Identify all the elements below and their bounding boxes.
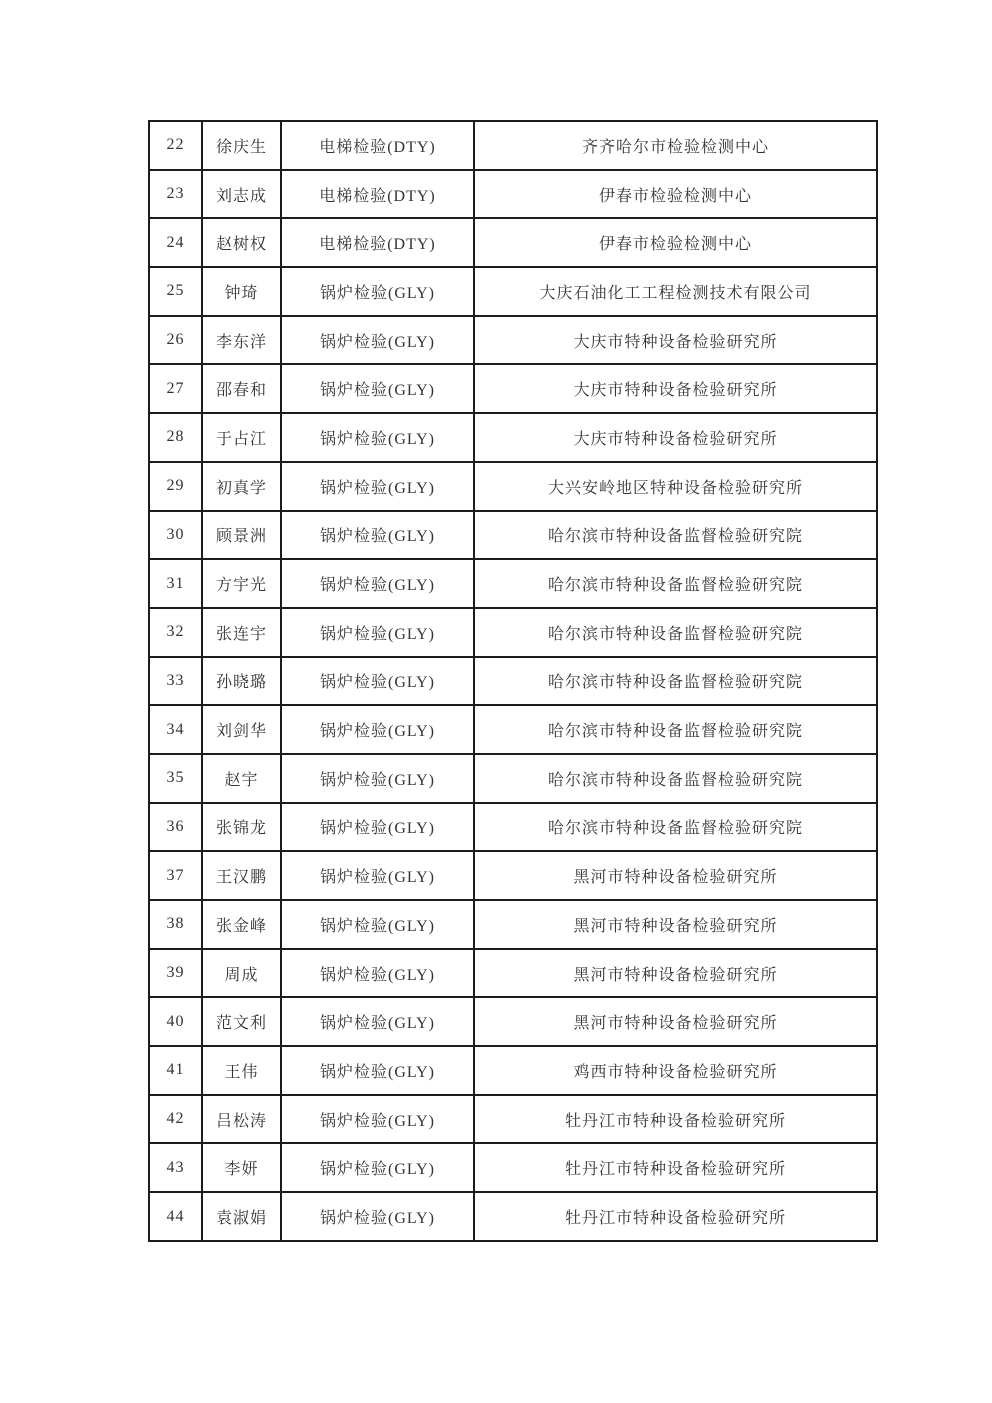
table-cell-name: 张连宇 xyxy=(202,608,281,657)
table-row xyxy=(149,803,877,852)
table-cell-institution: 黑河市特种设备检验研究所 xyxy=(474,997,877,1046)
table-cell-type: 锅炉检验(GLY) xyxy=(281,803,474,852)
table-cell-type: 锅炉检验(GLY) xyxy=(281,949,474,998)
table-cell-name: 袁淑娟 xyxy=(202,1192,281,1241)
table-cell-name: 周成 xyxy=(202,949,281,998)
table-cell-name: 顾景洲 xyxy=(202,511,281,560)
table-cell-type: 锅炉检验(GLY) xyxy=(281,267,474,316)
table-cell-type: 锅炉检验(GLY) xyxy=(281,1192,474,1241)
table-cell-name: 范文利 xyxy=(202,997,281,1046)
table-cell-index: 24 xyxy=(149,218,202,267)
roster-table-body xyxy=(149,121,877,1241)
table-cell-institution: 哈尔滨市特种设备监督检验研究院 xyxy=(474,608,877,657)
table-cell-index: 28 xyxy=(149,413,202,462)
table-row xyxy=(149,900,877,949)
table-cell-institution: 大庆市特种设备检验研究所 xyxy=(474,316,877,365)
table-row xyxy=(149,364,877,413)
table-cell-name: 张金峰 xyxy=(202,900,281,949)
table-cell-index: 39 xyxy=(149,949,202,998)
table-cell-name: 初真学 xyxy=(202,462,281,511)
table-cell-name: 赵宇 xyxy=(202,754,281,803)
table-row xyxy=(149,851,877,900)
table-cell-institution: 黑河市特种设备检验研究所 xyxy=(474,949,877,998)
table-cell-name: 钟琦 xyxy=(202,267,281,316)
table-cell-name: 李东洋 xyxy=(202,316,281,365)
table-cell-institution: 哈尔滨市特种设备监督检验研究院 xyxy=(474,803,877,852)
table-cell-index: 37 xyxy=(149,851,202,900)
table-row xyxy=(149,121,877,170)
table-row xyxy=(149,657,877,706)
table-cell-type: 锅炉检验(GLY) xyxy=(281,462,474,511)
table-cell-institution: 哈尔滨市特种设备监督检验研究院 xyxy=(474,657,877,706)
table-cell-name: 王汉鹏 xyxy=(202,851,281,900)
table-cell-index: 42 xyxy=(149,1095,202,1144)
table-row xyxy=(149,218,877,267)
table-cell-index: 23 xyxy=(149,170,202,219)
table-cell-type: 电梯检验(DTY) xyxy=(281,170,474,219)
table-cell-type: 锅炉检验(GLY) xyxy=(281,1046,474,1095)
table-cell-type: 锅炉检验(GLY) xyxy=(281,316,474,365)
table-cell-index: 25 xyxy=(149,267,202,316)
table-cell-index: 27 xyxy=(149,364,202,413)
table-cell-name: 方宇光 xyxy=(202,559,281,608)
table-cell-institution: 哈尔滨市特种设备监督检验研究院 xyxy=(474,559,877,608)
table-cell-name: 王伟 xyxy=(202,1046,281,1095)
table-cell-type: 锅炉检验(GLY) xyxy=(281,1095,474,1144)
inspector-roster-table xyxy=(148,120,878,1242)
table-cell-name: 于占江 xyxy=(202,413,281,462)
table-cell-institution: 伊春市检验检测中心 xyxy=(474,218,877,267)
table-cell-name: 邵春和 xyxy=(202,364,281,413)
table-cell-index: 36 xyxy=(149,803,202,852)
table-cell-type: 电梯检验(DTY) xyxy=(281,121,474,170)
table-cell-index: 44 xyxy=(149,1192,202,1241)
table-cell-index: 22 xyxy=(149,121,202,170)
table-cell-institution: 哈尔滨市特种设备监督检验研究院 xyxy=(474,511,877,560)
table-cell-type: 锅炉检验(GLY) xyxy=(281,1143,474,1192)
table-row xyxy=(149,462,877,511)
table-cell-type: 锅炉检验(GLY) xyxy=(281,997,474,1046)
table-cell-name: 孙晓璐 xyxy=(202,657,281,706)
table-cell-index: 41 xyxy=(149,1046,202,1095)
table-cell-institution: 哈尔滨市特种设备监督检验研究院 xyxy=(474,705,877,754)
table-row xyxy=(149,316,877,365)
table-cell-name: 赵树权 xyxy=(202,218,281,267)
table-cell-name: 刘志成 xyxy=(202,170,281,219)
table-cell-institution: 大兴安岭地区特种设备检验研究所 xyxy=(474,462,877,511)
table-cell-institution: 大庆市特种设备检验研究所 xyxy=(474,413,877,462)
table-cell-index: 40 xyxy=(149,997,202,1046)
table-cell-index: 31 xyxy=(149,559,202,608)
table-cell-index: 33 xyxy=(149,657,202,706)
table-row xyxy=(149,754,877,803)
table-cell-index: 38 xyxy=(149,900,202,949)
table-cell-name: 刘剑华 xyxy=(202,705,281,754)
table-row xyxy=(149,1046,877,1095)
table-cell-index: 30 xyxy=(149,511,202,560)
table-cell-institution: 哈尔滨市特种设备监督检验研究院 xyxy=(474,754,877,803)
table-cell-type: 锅炉检验(GLY) xyxy=(281,900,474,949)
table-row xyxy=(149,170,877,219)
table-row xyxy=(149,413,877,462)
table-cell-type: 锅炉检验(GLY) xyxy=(281,657,474,706)
table-cell-type: 锅炉检验(GLY) xyxy=(281,851,474,900)
table-cell-type: 电梯检验(DTY) xyxy=(281,218,474,267)
table-cell-institution: 大庆市特种设备检验研究所 xyxy=(474,364,877,413)
table-cell-institution: 齐齐哈尔市检验检测中心 xyxy=(474,121,877,170)
table-row xyxy=(149,1192,877,1241)
table-cell-name: 徐庆生 xyxy=(202,121,281,170)
table-cell-type: 锅炉检验(GLY) xyxy=(281,608,474,657)
table-row xyxy=(149,511,877,560)
table-row xyxy=(149,267,877,316)
table-cell-institution: 大庆石油化工工程检测技术有限公司 xyxy=(474,267,877,316)
table-cell-institution: 黑河市特种设备检验研究所 xyxy=(474,851,877,900)
table-cell-type: 锅炉检验(GLY) xyxy=(281,705,474,754)
table-row xyxy=(149,559,877,608)
table-cell-institution: 牡丹江市特种设备检验研究所 xyxy=(474,1095,877,1144)
table-row xyxy=(149,1143,877,1192)
table-row xyxy=(149,997,877,1046)
table-row xyxy=(149,949,877,998)
table-row xyxy=(149,705,877,754)
table-cell-name: 吕松涛 xyxy=(202,1095,281,1144)
table-cell-institution: 牡丹江市特种设备检验研究所 xyxy=(474,1192,877,1241)
table-cell-type: 锅炉检验(GLY) xyxy=(281,364,474,413)
table-cell-type: 锅炉检验(GLY) xyxy=(281,754,474,803)
table-cell-type: 锅炉检验(GLY) xyxy=(281,511,474,560)
table-cell-name: 李妍 xyxy=(202,1143,281,1192)
table-cell-index: 32 xyxy=(149,608,202,657)
table-cell-institution: 黑河市特种设备检验研究所 xyxy=(474,900,877,949)
table-row xyxy=(149,1095,877,1144)
table-cell-index: 29 xyxy=(149,462,202,511)
table-cell-name: 张锦龙 xyxy=(202,803,281,852)
table-cell-index: 35 xyxy=(149,754,202,803)
table-cell-institution: 牡丹江市特种设备检验研究所 xyxy=(474,1143,877,1192)
table-cell-type: 锅炉检验(GLY) xyxy=(281,413,474,462)
table-cell-type: 锅炉检验(GLY) xyxy=(281,559,474,608)
table-cell-institution: 鸡西市特种设备检验研究所 xyxy=(474,1046,877,1095)
table-cell-index: 43 xyxy=(149,1143,202,1192)
table-cell-index: 26 xyxy=(149,316,202,365)
table-cell-index: 34 xyxy=(149,705,202,754)
table-cell-institution: 伊春市检验检测中心 xyxy=(474,170,877,219)
table-row xyxy=(149,608,877,657)
